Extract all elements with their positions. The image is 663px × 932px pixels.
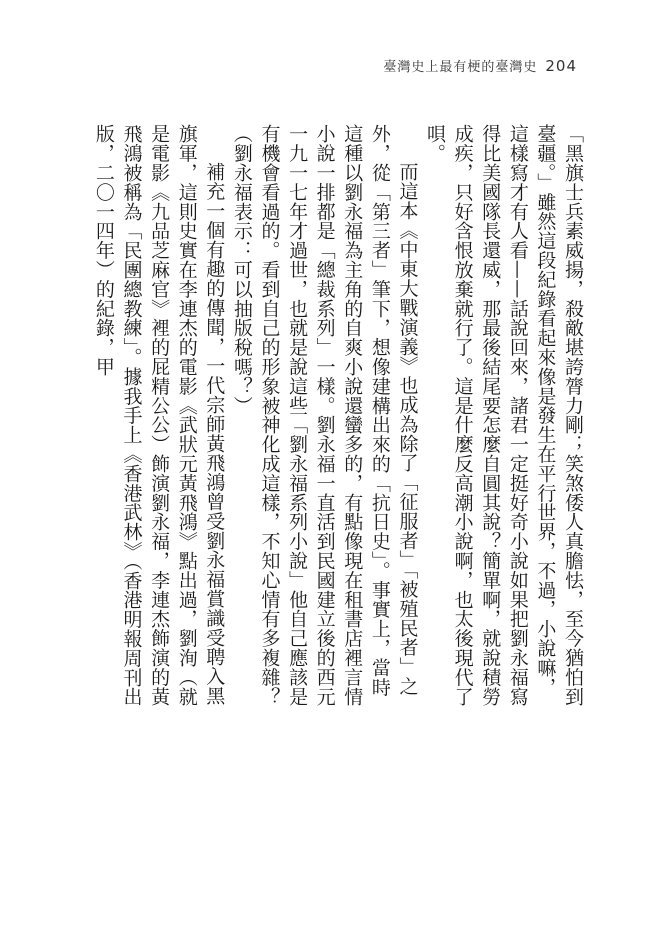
running-header bbox=[383, 56, 577, 75]
book-title: 臺灣史上最有梗的臺灣史 bbox=[383, 60, 538, 75]
paragraph: 「黑旗士兵素威揚，殺敵堪誇膂力剛；笑煞倭人真膽怯，至今猶怕到臺疆。」雖然這段紀錄看起來像是發生在平行世界，不過，小說嘛，這樣寫才有人看——話說回來，諸君一定挺好奇小說如果把劉永福寫得比美國隊長還威，那最後結尾要怎麼自圓其說？簡單啊，就說積勞成疾，只好含恨放棄就行了。這是什麼反高潮小說啊，也太後現代了唄。 bbox=[424, 124, 584, 706]
paragraph: 而這本《中東大戰演義》也成為除了「征服者」「被殖民者」之外，從「第三者」筆下，想像建構出來的「抗日史」。事實上，當時這種以劉永福為主角的自爽小說還蠻多的，有點像現在租書店裡言情小說一排都是「總裁系列」一樣。劉永福一直活到民國建立後的西元一九一七年才過世，也就是說這些「劉永福系列小說」他自己應該是有機會看過的。看到自己的形象被神化成這樣，不知心情有多複雜？（劉永福表示：可以抽版稅嗎？） bbox=[230, 124, 419, 706]
body-text bbox=[86, 124, 586, 714]
paragraph: 補充一個有趣的傳聞，一代宗師黃飛鴻曾受劉永福賞識受聘入黑旗軍，這則史實在李連杰的電影《武狀元黃飛鴻》點出過，劉洵（就是電影《九品芝麻官》裡的屁精公公）飾演劉永福，李連杰飾演的黃飛鴻被稱為「民團總教練」。據我手上《香港武林》（香港明報周刊出版，二〇一四年）的紀錄，甲 bbox=[92, 124, 226, 707]
page-number: 204 bbox=[545, 57, 577, 75]
